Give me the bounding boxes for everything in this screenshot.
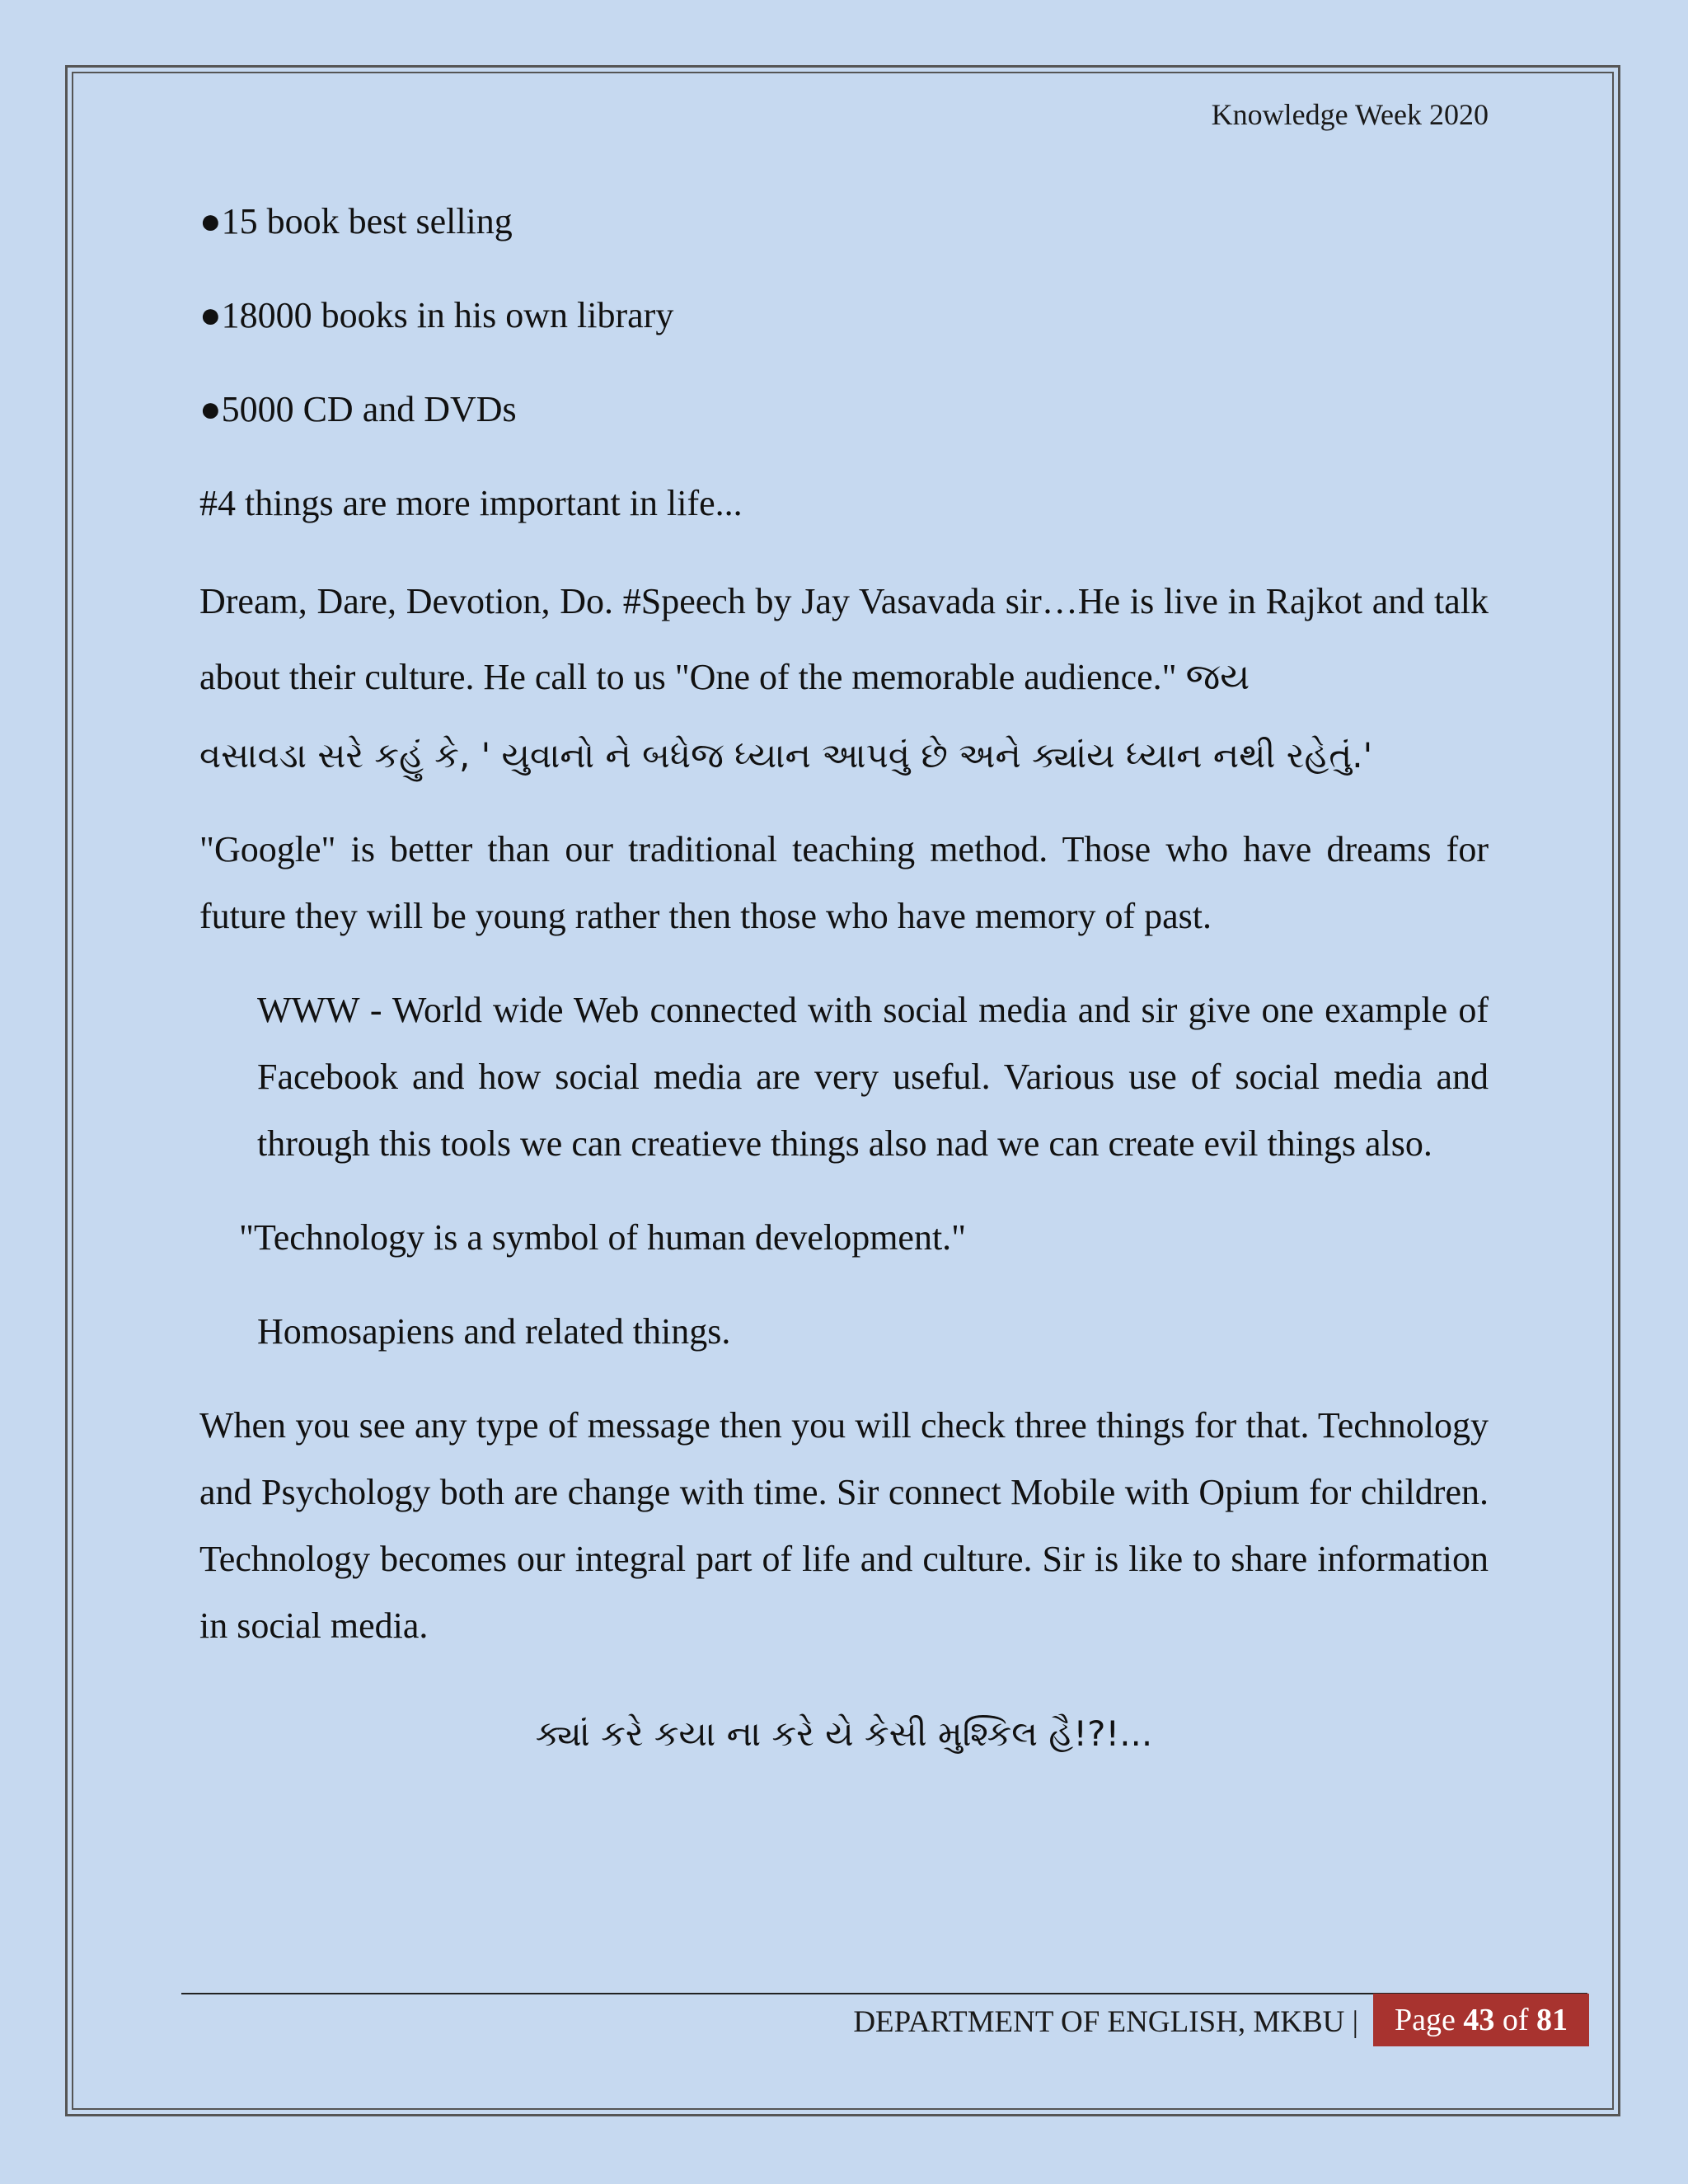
paragraph-www	[199, 977, 1489, 1177]
running-header: Knowledge Week 2020	[1211, 98, 1489, 131]
quote-technology: "Technology is a symbol of human development."	[239, 1217, 967, 1258]
line-homosapiens: Homosapiens and related things.	[257, 1311, 731, 1352]
heading-four-things: #4 things are more important in life...	[199, 483, 743, 523]
closing-gujarati-line: ક્યાં કરે કયા ના કરે યે કેસી મુશ્કિલ હૈ!?!...	[535, 1713, 1153, 1754]
gujarati-quote: વસાવડા સરે કહું કે, ' યુવાનો ને બધેજ ધ્યાન આપવું છે અને ક્યાંય ધ્યાન નથી રહેતું.'	[199, 735, 1373, 776]
page-of: of	[1502, 2003, 1529, 2037]
page-content	[199, 188, 1489, 1767]
paragraph-dream: Dream, Dare, Devotion, Do. #Speech by Jay Vasavada sir…He is live in Rajkot and talk about their culture. He call to us "One of the memorable audience." જય	[199, 581, 1489, 697]
page-current: 43	[1463, 2003, 1495, 2037]
paragraph-message: When you see any type of message then you will check three things for that. Technology and Psychology both are change with time. Sir connect Mobile with Opium for children. Technology becomes our integral part of life and culture. Sir is like to share information in social media.	[199, 1405, 1489, 1646]
bullet-best-selling: ●15 book best selling	[199, 201, 513, 241]
footer-department: DEPARTMENT OF ENGLISH, MKBU |	[853, 2005, 1358, 2039]
page-prefix: Page	[1394, 2003, 1456, 2037]
bullet-library: ●18000 books in his own library	[199, 295, 674, 335]
paragraph-www-text: WWW - World wide Web connected with social media and sir give one example of Facebook and how social media are very useful. Various use of social media and through this tools we can creatieve things also nad we can create evil things also.	[257, 990, 1489, 1164]
page-number-badge	[1373, 1994, 1589, 2046]
bullet-cd-dvd: ●5000 CD and DVDs	[199, 389, 517, 429]
page-total: 81	[1536, 2003, 1568, 2037]
paragraph-google: "Google" is better than our traditional teaching method. Those who have dreams for future they will be young rather then those who have memory of past.	[199, 829, 1489, 936]
